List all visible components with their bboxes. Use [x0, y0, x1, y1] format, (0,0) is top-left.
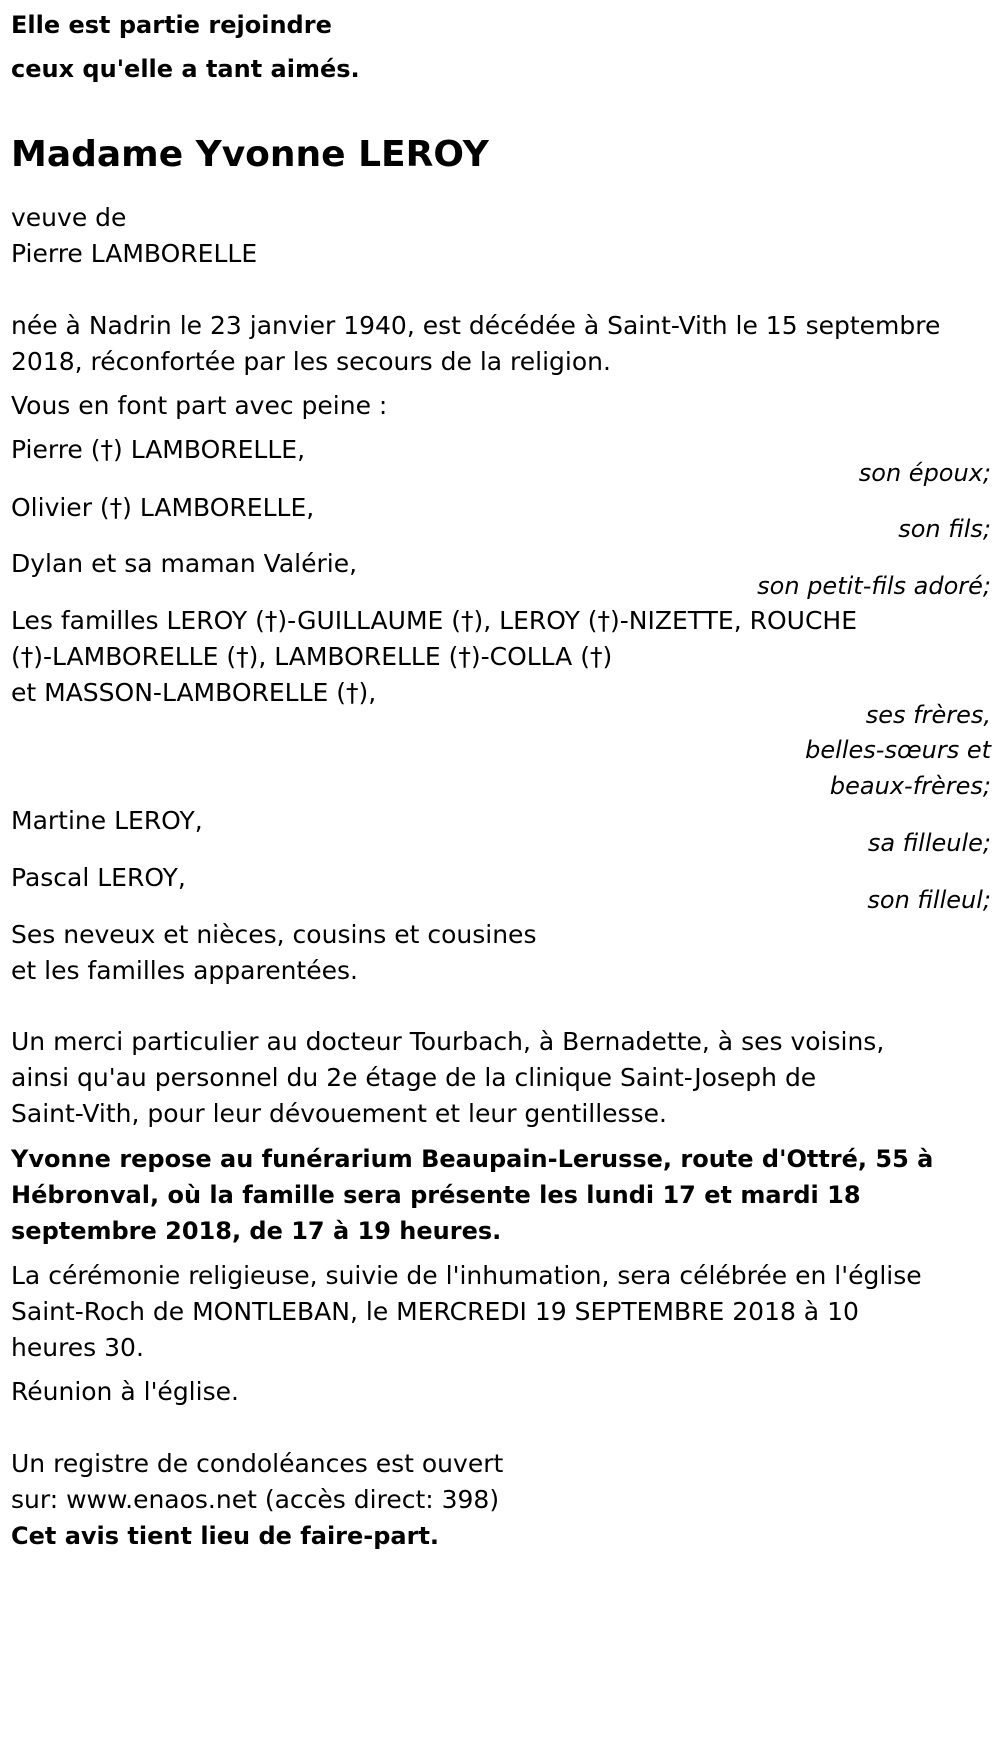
- family-pierre: Pierre (†) LAMBORELLE,: [11, 435, 306, 464]
- families-role-3: beaux-frères;: [829, 772, 991, 800]
- intro-line-1: Elle est partie rejoindre: [11, 11, 332, 39]
- thanks-line-3: Saint-Vith, pour leur dévouement et leur gentillesse.: [11, 1099, 667, 1128]
- intro-line-2: ceux qu'elle a tant aimés.: [11, 55, 360, 83]
- thanks-line-1: Un merci particulier au docteur Tourbach, à Bernadette, à ses voisins,: [11, 1027, 885, 1056]
- family-dylan-role: son petit-fils adoré;: [757, 572, 991, 600]
- rest-line-2: Hébronval, où la famille sera présente les lundi 17 et mardi 18: [11, 1181, 861, 1209]
- family-dylan: Dylan et sa maman Valérie,: [11, 549, 358, 578]
- ceremony-line-2: Saint-Roch de MONTLEBAN, le MERCREDI 19 SEPTEMBRE 2018 à 10: [11, 1297, 859, 1326]
- families-line-3: et MASSON-LAMBORELLE (†),: [11, 678, 377, 707]
- register-line-1: Un registre de condoléances est ouvert: [11, 1449, 504, 1478]
- nephews-line-2: et les familles apparentées.: [11, 956, 358, 985]
- thanks-line-2: ainsi qu'au personnel du 2e étage de la clinique Saint-Joseph de: [11, 1063, 817, 1092]
- birth-death-line-2: 2018, réconfortée par les secours de la religion.: [11, 347, 611, 376]
- family-martine-role: sa filleule;: [867, 829, 991, 857]
- birth-death-line-1: née à Nadrin le 23 janvier 1940, est décédée à Saint-Vith le 15 septembre: [11, 311, 941, 340]
- closing-line: Cet avis tient lieu de faire-part.: [11, 1522, 440, 1550]
- family-pascal-role: son filleul;: [867, 886, 991, 914]
- family-olivier-role: son fils;: [898, 515, 991, 543]
- deceased-name: Madame Yvonne LEROY: [11, 134, 489, 175]
- family-olivier: Olivier (†) LAMBORELLE,: [11, 493, 315, 522]
- families-line-2: (†)-LAMBORELLE (†), LAMBORELLE (†)-COLLA (†): [11, 642, 613, 671]
- register-line-2: sur: www.enaos.net (accès direct: 398): [11, 1485, 500, 1514]
- family-martine: Martine LEROY,: [11, 806, 203, 835]
- ceremony-line-1: La cérémonie religieuse, suivie de l'inhumation, sera célébrée en l'église: [11, 1261, 922, 1290]
- announce-line: Vous en font part avec peine :: [11, 391, 388, 420]
- families-line-1: Les familles LEROY (†)-GUILLAUME (†), LEROY (†)-NIZETTE, ROUCHE: [11, 606, 857, 635]
- families-role-2: belles-sœurs et: [805, 736, 991, 764]
- widow-line-2: Pierre LAMBORELLE: [11, 239, 258, 268]
- nephews-line-1: Ses neveux et nièces, cousins et cousines: [11, 920, 537, 949]
- meeting-line: Réunion à l'église.: [11, 1377, 239, 1406]
- widow-line-1: veuve de: [11, 203, 127, 232]
- rest-line-3: septembre 2018, de 17 à 19 heures.: [11, 1217, 502, 1245]
- family-pascal: Pascal LEROY,: [11, 863, 186, 892]
- family-pierre-role: son époux;: [858, 459, 991, 487]
- ceremony-line-3: heures 30.: [11, 1333, 144, 1362]
- families-role-1: ses frères,: [865, 701, 991, 729]
- rest-line-1: Yvonne repose au funérarium Beaupain-Lerusse, route d'Ottré, 55 à: [11, 1145, 934, 1173]
